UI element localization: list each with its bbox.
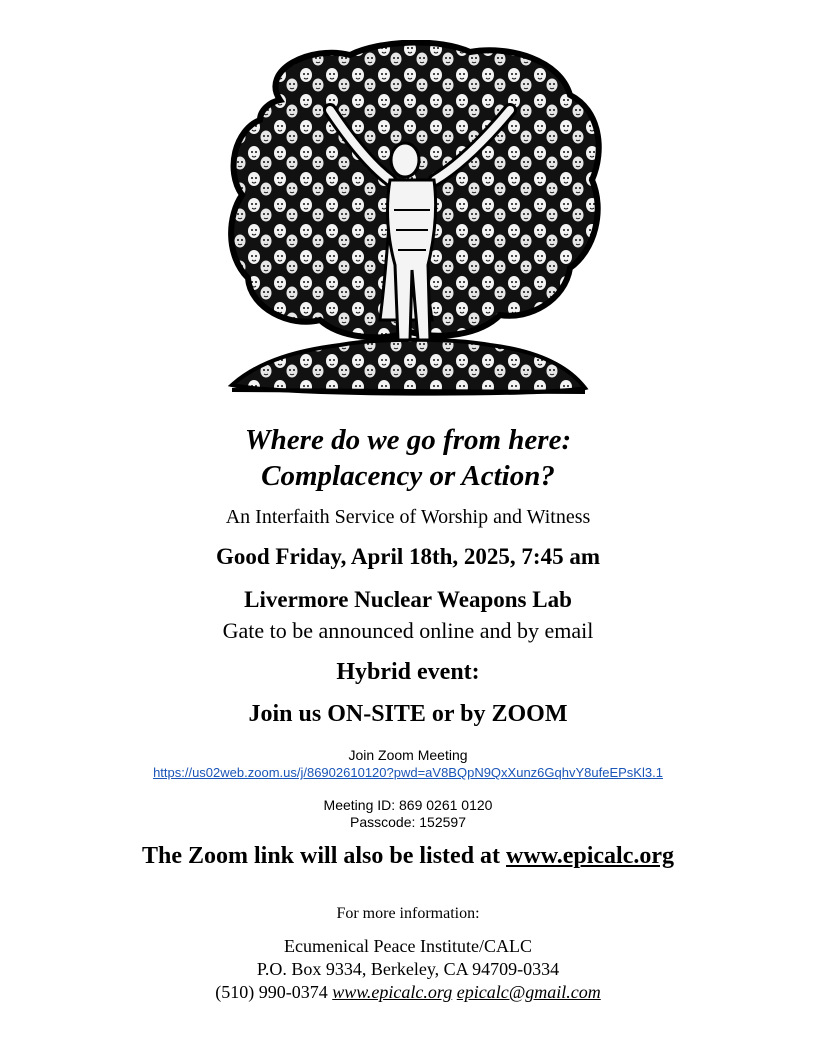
zoom-note: [0, 843, 816, 870]
zoom-link-row: [0, 764, 816, 782]
service-subtitle: An Interfaith Service of Worship and Witness: [225, 506, 591, 528]
gate-note: Gate to be announced online and by email: [222, 618, 594, 643]
more-info-label: For more information:: [336, 905, 480, 922]
zoom-heading: Join Zoom Meeting: [348, 747, 468, 763]
event-date-time: Good Friday, April 18th, 2025, 7:45 am: [216, 544, 600, 569]
contact-row: [0, 981, 816, 1004]
meeting-id: Meeting ID: 869 0261 0120: [323, 797, 493, 813]
org-name: Ecumenical Peace Institute/CALC: [284, 936, 532, 956]
website-link[interactable]: www.epicalc.org: [332, 982, 453, 1002]
zoom-note-text: The Zoom link will also be listed at: [141, 843, 507, 869]
zoom-meeting-link[interactable]: https://us02web.zoom.us/j/86902610120?pwd=aV8BQpN9QxXunz6GqhvY8ufeEPsKl3.1: [153, 765, 663, 780]
phone-number: (510) 990-0374: [215, 982, 328, 1002]
email-link[interactable]: epicalc@gmail.com: [456, 982, 601, 1002]
title-line-1: Where do we go from here:: [244, 424, 572, 456]
title-line-2: Complacency or Action?: [261, 460, 555, 492]
hybrid-heading: Hybrid event:: [336, 659, 480, 685]
zoom-note-website-link[interactable]: www.epicalc.org: [506, 843, 674, 869]
org-address: P.O. Box 9334, Berkeley, CA 94709-0334: [256, 959, 560, 979]
join-line: Join us ON-SITE or by ZOOM: [248, 701, 568, 727]
tree-of-faces-crucifix-illustration: [220, 40, 605, 400]
event-location: Livermore Nuclear Weapons Lab: [244, 587, 572, 612]
meeting-passcode: Passcode: 152597: [350, 814, 466, 830]
